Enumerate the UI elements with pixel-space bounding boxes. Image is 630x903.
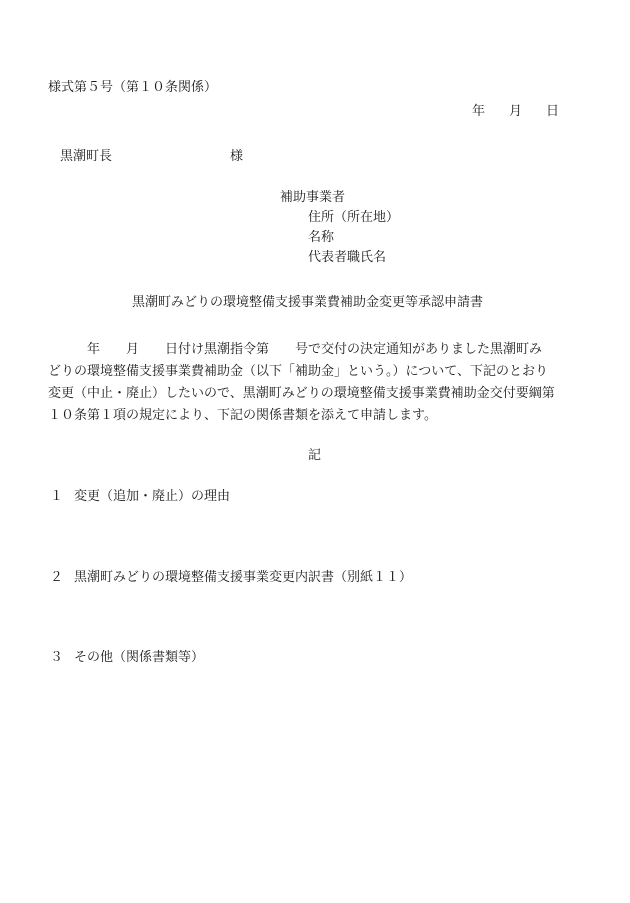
applicant-label: 補助事業者: [280, 190, 346, 205]
body-line-1: 年 月 日付け黒潮指令第 号で交付の決定通知がありました黒潮町み: [48, 342, 543, 357]
list-item: [50, 650, 204, 666]
form-number: 様式第５号（第１０条関係）: [48, 80, 218, 95]
ki-heading: 記: [308, 448, 322, 463]
list-item-text: 変更（追加・廃止）の理由: [74, 489, 231, 504]
list-item-number: ３: [50, 650, 64, 665]
body-paragraph: [48, 339, 588, 427]
date-year: 年: [472, 104, 486, 119]
list-item-text: 黒潮町みどりの環境整備支援事業変更内訳書（別紙１１）: [74, 570, 413, 585]
applicant-name-label: 名称: [308, 230, 335, 245]
date-month: 月: [509, 104, 523, 119]
addressee-honorific: 様: [230, 149, 244, 164]
body-line-2: どりの環境整備支援事業費補助金（以下「補助金」という。）について、下記のとおり: [48, 364, 548, 379]
date-day: 日: [546, 104, 560, 119]
addressee-office: 黒潮町長: [60, 149, 113, 164]
list-item-number: １: [50, 489, 64, 504]
list-item-number: ２: [50, 570, 64, 585]
applicant-address-label: 住所（所在地）: [308, 210, 400, 225]
list-item-text: その他（関係書類等）: [74, 650, 205, 665]
applicant-representative-label: 代表者職氏名: [308, 250, 387, 265]
list-item: [50, 570, 412, 586]
addressee: [60, 149, 243, 165]
date-line: [472, 104, 559, 120]
body-line-4: １０条第１項の規定により、下記の関係書類を添えて申請します。: [48, 408, 437, 423]
list-item: [50, 489, 230, 505]
document-title: 黒潮町みどりの環境整備支援事業費補助金変更等承認申請書: [132, 295, 484, 310]
body-line-3: 変更（中止・廃止）したいので、黒潮町みどりの環境整備支援事業費補助金交付要綱第: [48, 386, 555, 401]
